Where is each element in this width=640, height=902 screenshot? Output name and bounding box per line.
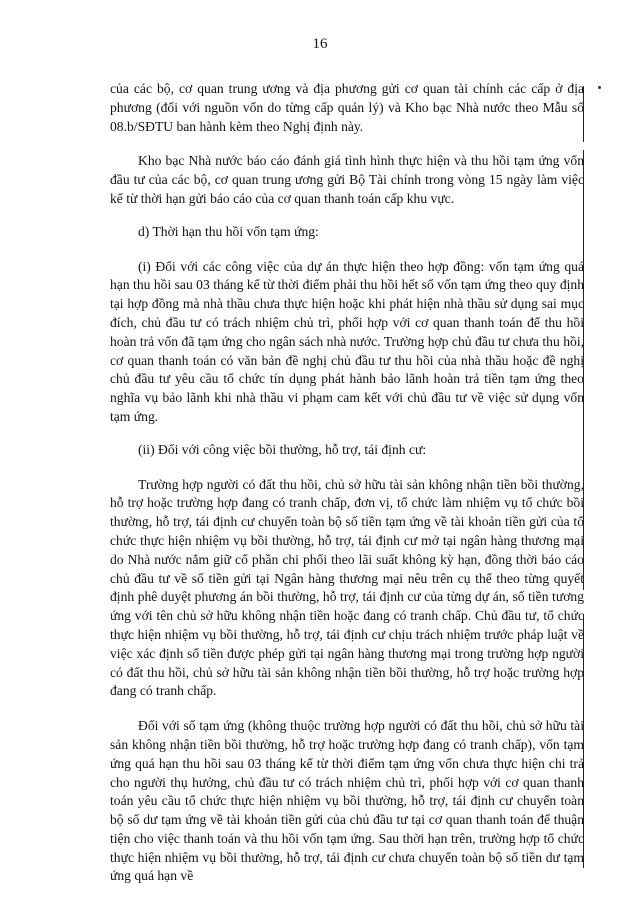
paragraph: của các bộ, cơ quan trung ương và địa phương gửi cơ quan tài chính các cấp ở địa phương (đối với nguồn vốn do từng cấp quản lý) và Kho bạc Nhà nước theo Mẫu số 08.b/SĐTU ban hành kèm theo Nghị định này. — [110, 81, 584, 134]
paragraph: Đối với số tạm ứng (không thuộc trường hợp người có đất thu hồi, chủ sở hữu tài sản không nhận tiền bồi thường, hỗ trợ hoặc trường hợp đang có tranh chấp), vốn tạm ứng quá hạn thu hồi sau 03 tháng kể từ thời điểm tạm ứng vốn chưa thực hiện chi trả cho người thụ hưởng, chủ đầu tư có trách nhiệm chủ trì, phối hợp với cơ quan thanh toán yêu cầu tổ chức thực hiện nhiệm vụ bồi thường, hỗ trợ, tái định cư chuyển toàn bộ số dư tạm ứng về tài khoản tiền gửi của chủ đầu tư tại cơ quan thanh toán để thuận tiện cho việc thanh toán và thu hồi vốn tạm ứng. Sau thời hạn trên, trường hợp tổ chức thực hiện nhiệm vụ bồi thường, hỗ trợ, tái định cư chưa chuyển toàn bộ số tiền dư tạm ứng quá hạn về — [110, 718, 584, 884]
section-heading: d) Thời hạn thu hồi vốn tạm ứng: — [138, 223, 319, 239]
scan-speck — [598, 86, 601, 89]
paragraph: (i) Đối với các công việc của dự án thực hiện theo hợp đồng: vốn tạm ứng quá hạn thu hồi sau 03 tháng kể từ thời điểm phải thu hồi hết số vốn tạm ứng theo quy định tại hợp đồng mà nhà thầu chưa thực hiện hoặc khi phát hiện nhà thầu sử dụng sai mục đích, chủ đầu tư có trách nhiệm chủ trì, phối hợp với cơ quan thanh toán để thu hồi hoàn trả vốn đã tạm ứng cho ngân sách nhà nước. Trường hợp chủ đầu tư chưa thu hồi, cơ quan thanh toán có văn bản đề nghị chủ đầu tư thu hồi của nhà thầu hoặc đề nghị chủ đầu tư yêu cầu tổ chức tín dụng phát hành bảo lãnh hoàn trả tiền tạm ứng theo nghĩa vụ bảo lãnh khi nhà thầu vi phạm cam kết với chủ đầu tư về việc sử dụng vốn tạm ứng. — [110, 258, 584, 424]
page-number: 16 — [312, 36, 328, 52]
paragraph: Trường hợp người có đất thu hồi, chủ sở hữu tài sản không nhận tiền bồi thường, hỗ trợ hoặc trường hợp đang có tranh chấp, đơn vị, tổ chức làm nhiệm vụ tổ chức bồi thường, hỗ trợ, tái định cư chuyển toàn bộ số tiền tạm ứng về tài khoản tiền gửi của tổ chức thực hiện nhiệm vụ bồi thường, hỗ trợ, tái định cư mở tại ngân hàng thương mại do Nhà nước nắm giữ cổ phần chi phối theo lãi suất không kỳ hạn, đồng thời báo cáo chủ đầu tư về số tiền gửi tại Ngân hàng thương mại nêu trên cụ thể theo từng quyết định phê duyệt phương án bồi thường, hỗ trợ, tái định cư của từng dự án, số tiền tương ứng với tên chủ sở hữu không nhận tiền hoặc đang có tranh chấp. Chủ đầu tư, tổ chức thực hiện nhiệm vụ bồi thường, hỗ trợ, tái định cư chịu trách nhiệm trước pháp luật về việc xác định số tiền được phép gửi tại ngân hàng thương mại trong trường hợp người có đất thu hồi, chủ sở hữu tài sản không nhận tiền bồi thường, hỗ trợ hoặc trường hợp đang có tranh chấp. — [110, 476, 584, 699]
paragraph: Kho bạc Nhà nước báo cáo đánh giá tình hình thực hiện và thu hồi tạm ứng vốn đầu tư của các bộ, cơ quan trung ương gửi Bộ Tài chính trong vòng 15 ngày làm việc kể từ thời hạn gửi báo cáo của cơ quan thanh toán cấp khu vực. — [110, 153, 584, 206]
section-heading: (ii) Đối với công việc bồi thường, hỗ trợ, tái định cư: — [138, 441, 427, 457]
document-body — [110, 80, 584, 886]
